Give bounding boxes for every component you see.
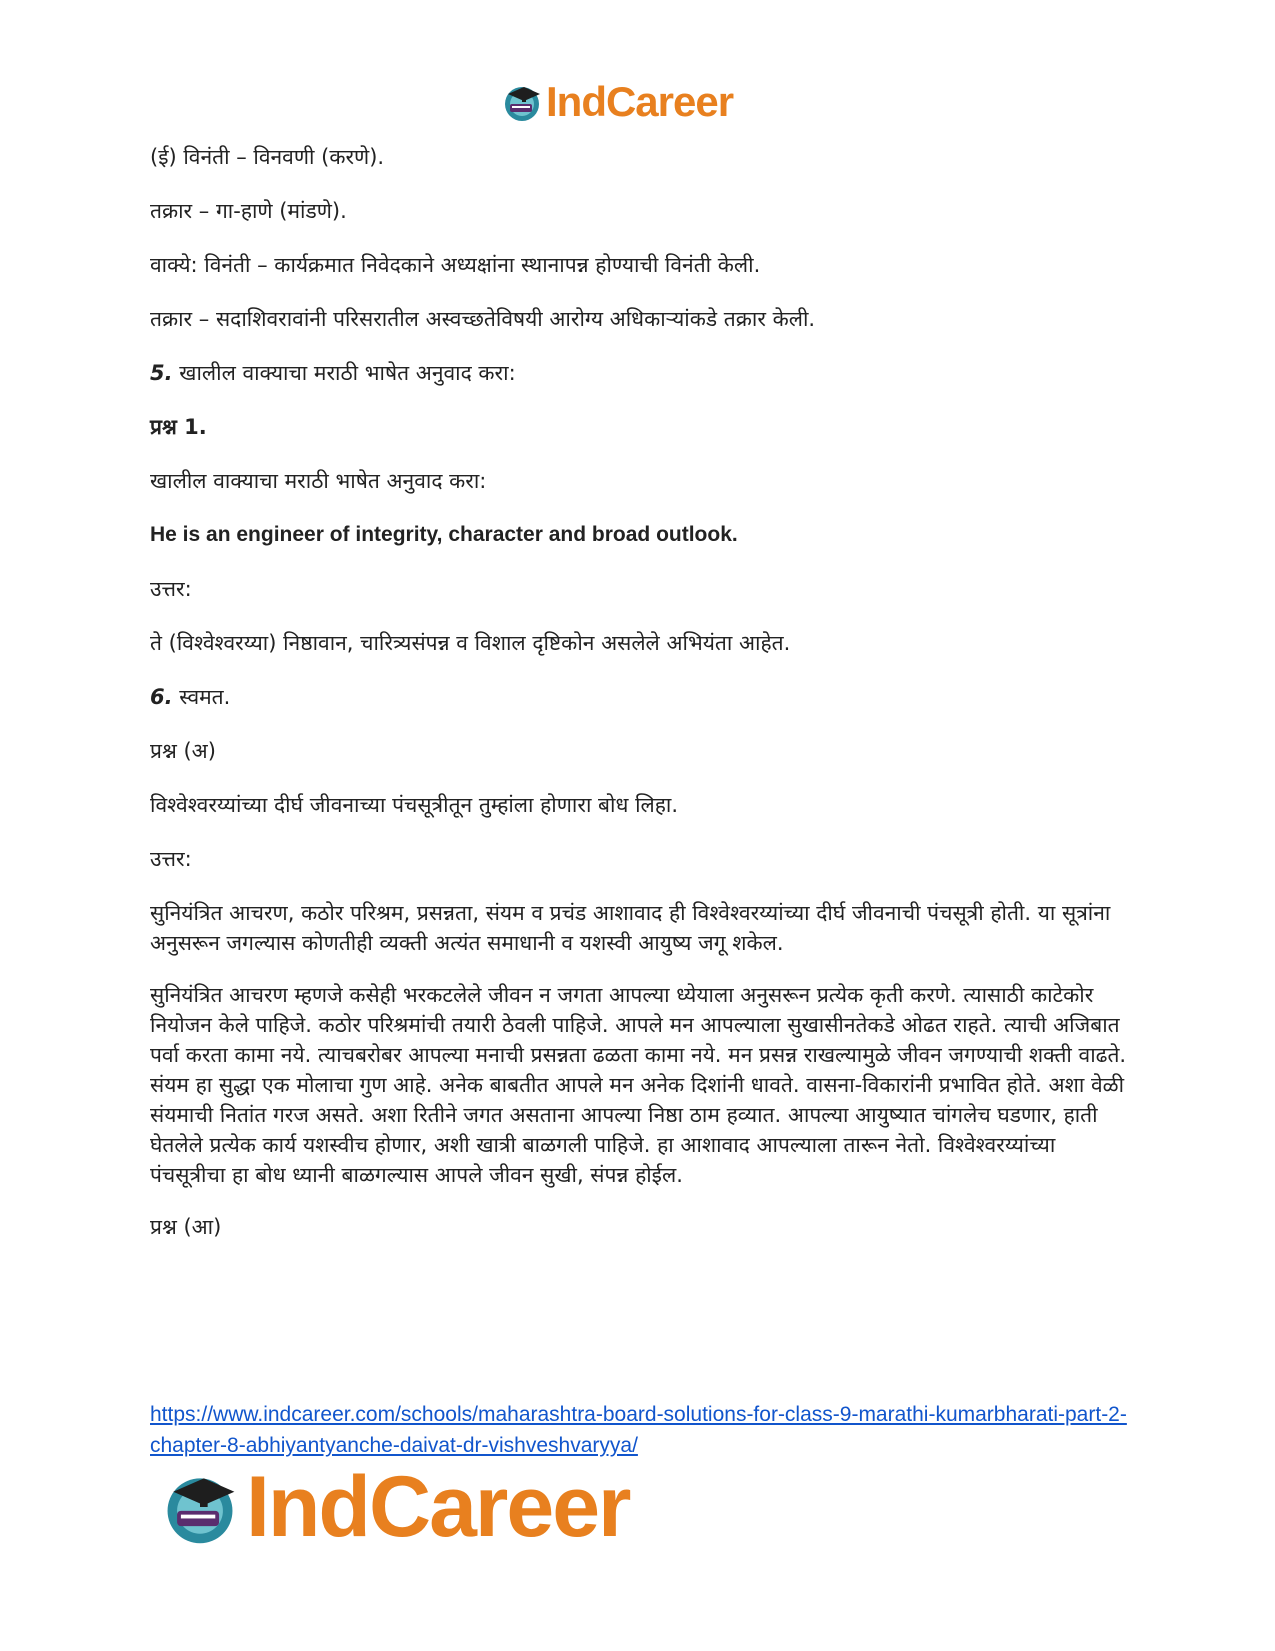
logo-wordmark: IndCareer: [246, 1459, 630, 1555]
instruction-text: खालील वाक्याचा मराठी भाषेत अनुवाद करा:: [150, 469, 487, 493]
source-url-link[interactable]: https://www.indcareer.com/schools/maharashtra-board-solutions-for-class-9-marathi-kumarbharati-part-2-chapter-8-abhiyantyanche-daivat-dr-vishveshvaryya/: [150, 1403, 1127, 1457]
paragraph: वाक्ये: विनंती – कार्यक्रमात निवेदकाने अध्यक्षांना स्थानापन्न होण्याची विनंती केली.: [150, 253, 761, 277]
answer-paragraph: सुनियंत्रित आचरण म्हणजे कसेही भरकटलेले जीवन न जगता आपल्या ध्येयाला अनुसरून प्रत्येक कृती करणे. त्यासाठी काटेकोर नियोजन केले पाहिजे. कठोर परिश्रमांची तयारी ठेवली पाहिजे. आपले मन आपल्याला सुखासीनतेकडे ओढत राहते. त्याची अजिबात पर्वा करता कामा नये. त्याचबरोबर आपल्या मनाची प्रसन्नता ढळता कामा नये. मन प्रसन्न राखल्यामुळे जीवन जगण्याची शक्ती वाढते. संयम हा सुद्धा एक मोलाचा गुण आहे. अनेक बाबतीत आपले मन अनेक दिशांनी धावते. वासना-विकारांनी प्रभावित होते. अशा वेळी संयमाची नितांत गरज असते. अशा रितीने जगत असताना आपल्या निष्ठा ठाम हव्यात. आपल्या आयुष्यात चांगलेच घडणार, हाती घेतलेले प्रत्येक कार्य यशस्वीच होणार, अशी खात्री बाळगली पाहिजे. हा आशावाद आपल्याला तारून नेतो. विश्वेश्वरय्यांच्या पंचसूत्रीचा हा बोध ध्यानी बाळगल्यास आपले जीवन सुखी, संपन्न होईल.: [150, 983, 1127, 1187]
answer-label: उत्तर:: [150, 847, 192, 871]
question-label: प्रश्न 1.: [150, 415, 207, 439]
question-number: 6.: [150, 685, 173, 709]
section-title: खालील वाक्याचा मराठी भाषेत अनुवाद करा:: [172, 361, 516, 385]
paragraph: तक्रार – गा-हाणे (मांडणे).: [150, 199, 347, 223]
answer-label: उत्तर:: [150, 577, 192, 601]
question-label: प्रश्न (अ): [150, 739, 216, 763]
header-logo: [500, 78, 733, 126]
section-heading-6: [150, 682, 1130, 712]
footer-logo: [158, 1459, 630, 1555]
section-title: स्वमत.: [172, 685, 231, 709]
document-body: [150, 142, 1130, 1266]
answer-text: ते (विश्वेश्वरय्या) निष्ठावान, चारित्र्यसंपन्न व विशाल दृष्टिकोन असलेले अभियंता आहेत.: [150, 631, 791, 655]
paragraph: तक्रार – सदाशिवरावांनी परिसरातील अस्वच्छतेविषयी आरोग्य अधिकाऱ्यांकडे तक्रार केली.: [150, 307, 816, 331]
paragraph: (ई) विनंती – विनवणी (करणे).: [150, 145, 385, 169]
graduation-cap-book-globe-icon: [500, 80, 544, 124]
logo-wordmark: IndCareer: [546, 78, 734, 125]
graduation-cap-book-globe-icon: [158, 1465, 242, 1549]
answer-paragraph: सुनियंत्रित आचरण, कठोर परिश्रम, प्रसन्नता, संयम व प्रचंड आशावाद ही विश्वेश्वरय्यांच्या दीर्घ जीवनाची पंचसूत्री होती. या सूत्रांना अनुसरून जगल्यास कोणतीही व्यक्ती अत्यंत समाधानी व यशस्वी आयुष्य जगू शकेल.: [150, 901, 1111, 955]
section-heading-5: [150, 358, 1130, 388]
question-label: प्रश्न (आ): [150, 1215, 222, 1239]
question-text: विश्वेश्वरय्यांच्या दीर्घ जीवनाच्या पंचसूत्रीतून तुम्हांला होणारा बोध लिहा.: [150, 793, 679, 817]
english-sentence: He is an engineer of integrity, character and broad outlook.: [150, 523, 738, 546]
question-number: 5.: [150, 361, 173, 385]
